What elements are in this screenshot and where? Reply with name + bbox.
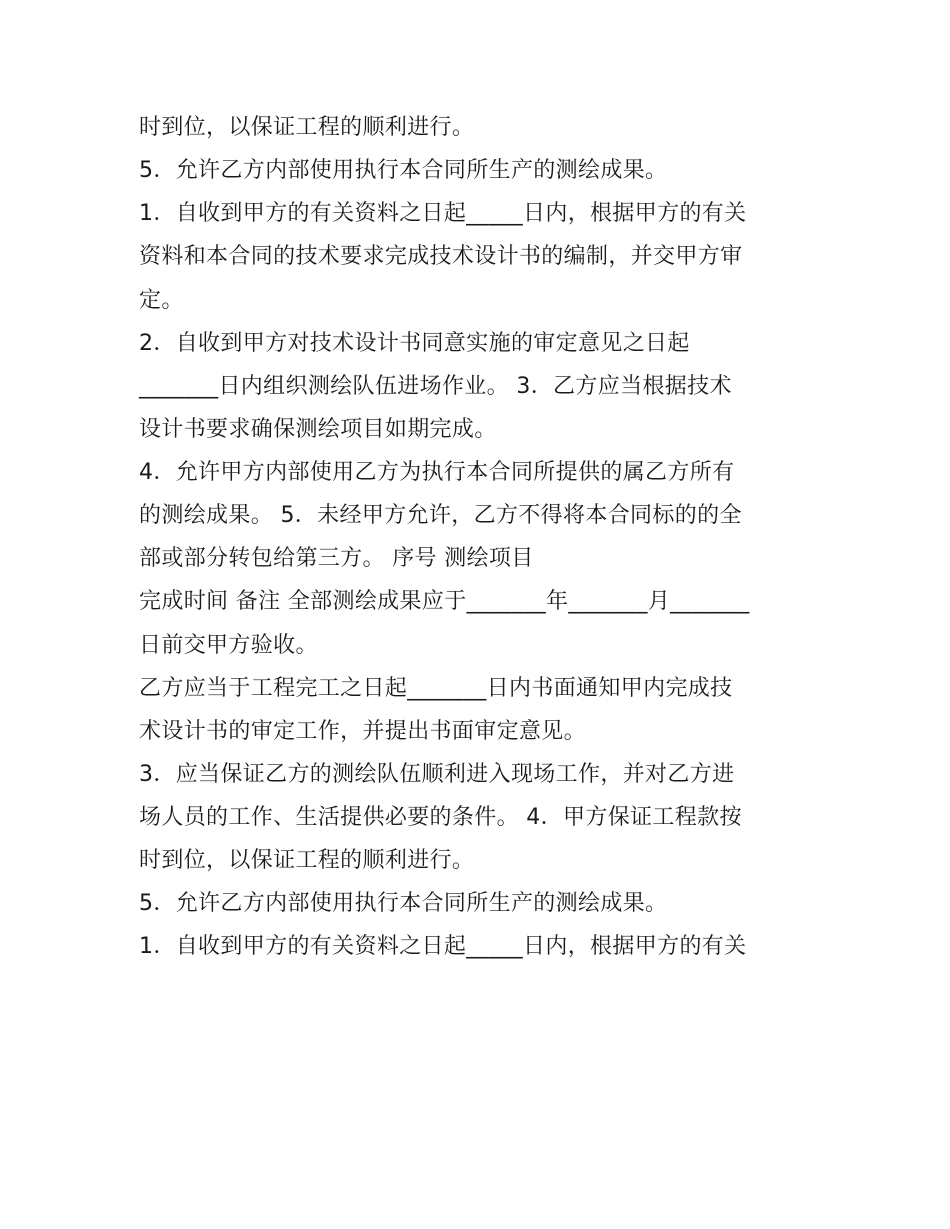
text-line: 5．允许乙方内部使用执行本合同所生产的测绘成果。 [139, 891, 668, 917]
text-line: 术设计书的审定工作，并提出书面审定意见。 [139, 718, 587, 744]
text-line: 时到位，以保证工程的顺利进行。 [139, 848, 475, 874]
text-line: 的测绘成果。 5．未经甲方允许，乙方不得将本合同标的的全 [139, 503, 742, 529]
text-line: 完成时间 备注 全部测绘成果应于_______年_______月_______ [139, 589, 750, 615]
text-line: 时到位，以保证工程的顺利进行。 [139, 115, 475, 140]
text-line: 设计书要求确保测绘项目如期完成。 [139, 416, 497, 442]
text-line: 3．应当保证乙方的测绘队伍顺利进入现场工作，并对乙方进 [139, 761, 735, 787]
text-line: 4．允许甲方内部使用乙方为执行本合同所提供的属乙方所有 [139, 460, 735, 485]
text-line: 5．允许乙方内部使用执行本合同所生产的测绘成果。 [139, 158, 668, 184]
text-line: 2．自收到甲方对技术设计书同意实施的审定意见之日起 [139, 330, 690, 356]
text-line: 日前交甲方验收。 [139, 632, 318, 658]
text-line: 定。 [139, 287, 184, 313]
text-line: 部或部分转包给第三方。 序号 测绘项目 [139, 546, 534, 572]
contract-text [139, 106, 829, 969]
text-line: 资料和本合同的技术要求完成技术设计书的编制，并交甲方审 [139, 244, 743, 270]
text-line: 1．自收到甲方的有关资料之日起_____日内，根据甲方的有关 [139, 934, 747, 960]
text-line: 1．自收到甲方的有关资料之日起_____日内，根据甲方的有关 [139, 201, 747, 227]
text-line: 乙方应当于工程完工之日起_______日内书面通知甲内完成技 [139, 675, 733, 701]
text-line: _______日内组织测绘队伍进场作业。 3．乙方应当根据技术 [139, 373, 732, 399]
text-line: 场人员的工作、生活提供必要的条件。 4．甲方保证工程款按 [139, 805, 742, 830]
